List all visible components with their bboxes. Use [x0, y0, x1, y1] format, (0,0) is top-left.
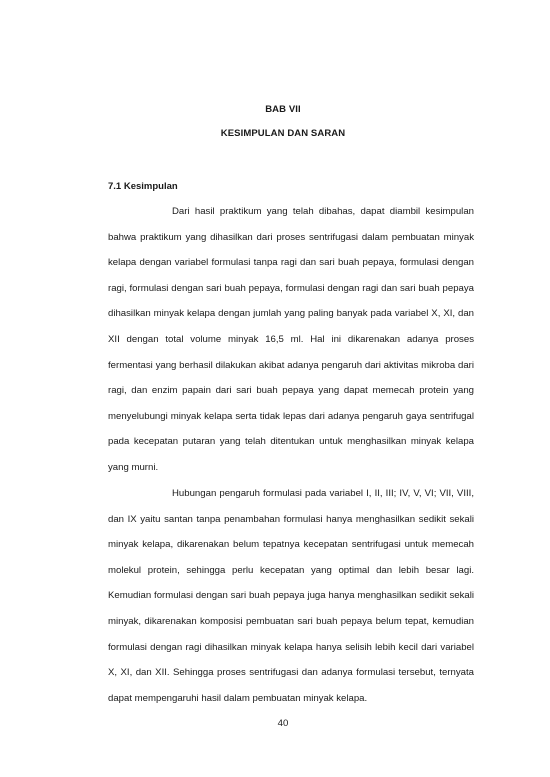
chapter-number: BAB VII — [265, 104, 301, 115]
paragraph-1: Dari hasil praktikum yang telah dibahas, dapat diambil kesimpulan bahwa praktikum yang dihasilkan dari proses sentrifugasi dalam pembuatan minyak kelapa dengan variabel formulasi tanpa ragi dan sari buah pepaya, formulasi dengan ragi, formulasi dengan sari buah pepaya, formulasi dengan ragi dan sari buah pepaya dihasilkan minyak kelapa dengan jumlah yang paling banyak pada variabel X, XI, dan XII dengan total volume minyak 16,5 ml. Hal ini dikarenakan adanya proses fermentasi yang berhasil dilakukan akibat adanya pengaruh dari aktivitas mikroba dari ragi, dan enzim papain dari sari buah pepaya yang dapat memecah protein yang menyelubungi minyak kelapa serta tidak lepas dari adanya pengaruh gaya sentrifugal pada kecepatan putaran yang telah ditentukan untuk menghasilkan minyak kelapa yang murni. — [108, 206, 474, 473]
chapter-title: KESIMPULAN DAN SARAN — [220, 128, 346, 139]
paragraph-2: Hubungan pengaruh formulasi pada variabel I, II, III; IV, V, VI; VII, VIII, dan IX yaitu santan tanpa penambahan formulasi hanya menghasilkan sedikit sekali minyak kelapa, dikarenakan belum tepatnya kecepatan sentrifugasi untuk memecah molekul protein, sehingga perlu kecepatan yang optimal dan lebih besar lagi. Kemudian formulasi dengan sari buah pepaya juga hanya menghasilkan sedikit sekali minyak, dikarenakan komposisi pembuatan sari buah pepaya belum tepat, kemudian formulasi dengan ragi dihasilkan minyak kelapa hanya selisih lebih kecil dari variabel X, XI, dan XII. Sehingga proses sentrifugasi dan adanya formulasi tersebut, ternyata dapat mempengaruhi hasil dalam pembuatan minyak kelapa. — [108, 488, 474, 704]
page-number: 40 — [277, 718, 289, 729]
section-heading: 7.1 Kesimpulan — [108, 181, 178, 192]
